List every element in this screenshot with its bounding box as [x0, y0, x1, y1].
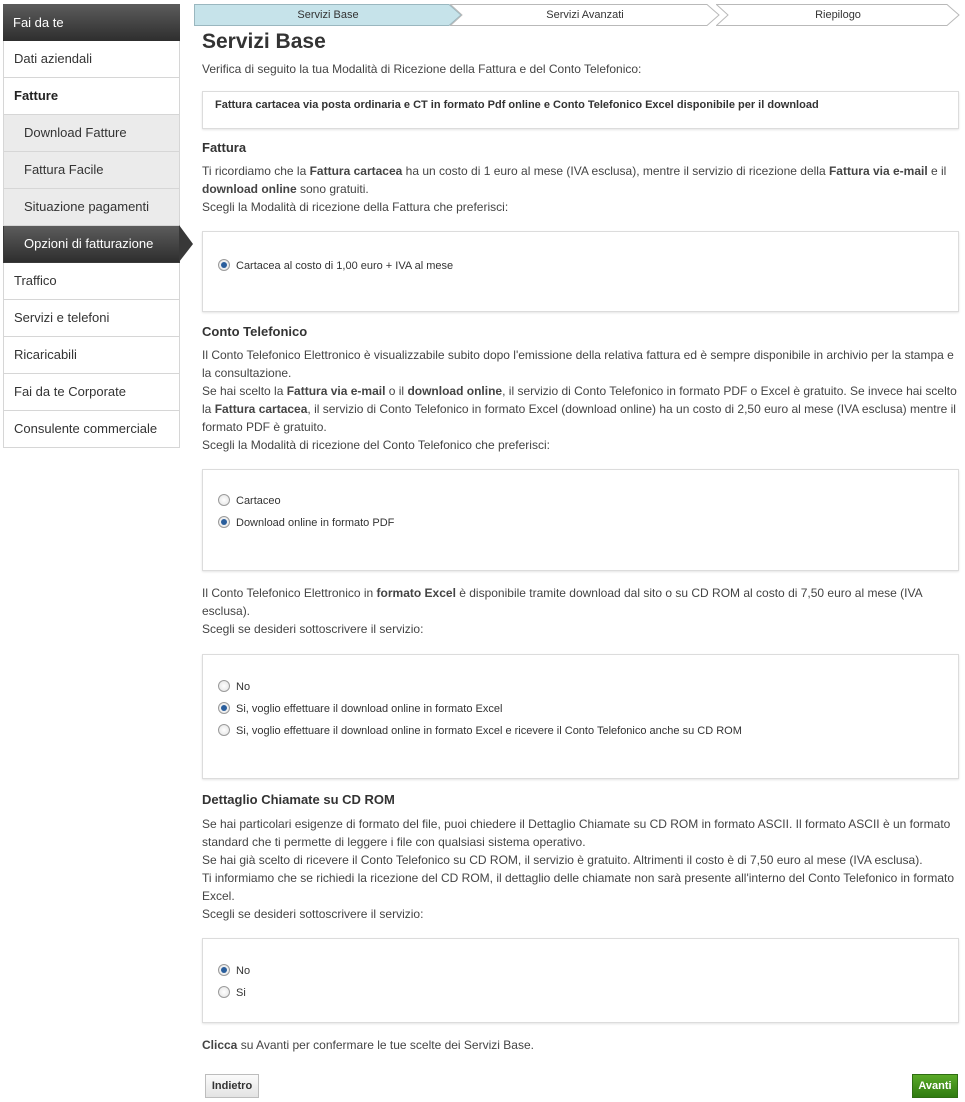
section-title-conto-telefonico: Conto Telefonico [202, 324, 308, 339]
main-content [202, 28, 958, 1068]
radio-option-cartaceo[interactable] [218, 493, 281, 509]
page-title: Servizi Base [202, 30, 326, 53]
step-label: Servizi Avanzati [546, 9, 624, 21]
radio-label: Si [236, 987, 246, 1000]
radio-option-excel-no[interactable] [218, 679, 250, 695]
conto-options-box [202, 469, 959, 571]
next-button[interactable]: Avanti [912, 1074, 958, 1098]
radio-option-excel-download[interactable] [218, 701, 502, 717]
sidebar-item-ricaricabili[interactable]: Ricaricabili [3, 337, 180, 374]
dettaglio-description-1: Se hai particolari esigenze di formato del file, puoi chiedere il Dettaglio Chiamate su CD ROM in formato ASCII. Il formato ASCII è un formato standard che ti permette di leggere i file con qualsiasi sistema operativo. [202, 817, 951, 849]
sidebar-item-situazione-pagamenti[interactable]: Situazione pagamenti [3, 189, 180, 226]
sidebar-header[interactable]: Fai da te [3, 4, 180, 41]
text-bold: Fattura cartacea [309, 164, 403, 178]
text-bold: formato Excel [376, 586, 456, 600]
radio-option-dettaglio-no[interactable] [218, 963, 250, 979]
conto-description-2 [202, 382, 959, 436]
excel-options-box [202, 654, 959, 779]
radio-option-excel-download-cdrom[interactable] [218, 723, 742, 739]
excel-description [202, 584, 959, 620]
sidebar-item-servizi-telefoni[interactable]: Servizi e telefoni [3, 300, 180, 337]
summary-text: Fattura cartacea via posta ordinaria e CT in formato Pdf online e Conto Telefonico Excel disponibile per il download [215, 99, 819, 111]
radio-button[interactable] [218, 702, 230, 714]
sidebar-item-consulente-commerciale[interactable]: Consulente commerciale [3, 411, 180, 448]
sidebar-item-traffico[interactable]: Traffico [3, 263, 180, 300]
confirm-text [202, 1036, 959, 1054]
radio-label: Si, voglio effettuare il download online in formato Excel [236, 703, 503, 716]
fattura-options-box [202, 231, 959, 312]
text: o il [385, 384, 408, 398]
step-servizi-avanzati [450, 4, 720, 26]
sidebar-item-fattura-facile[interactable]: Fattura Facile [3, 152, 180, 189]
radio-label: No [236, 681, 251, 694]
text-bold: Fattura via e-mail [286, 384, 386, 398]
step-label: Servizi Base [297, 9, 359, 21]
text-bold: download online [407, 384, 503, 398]
radio-button[interactable] [218, 986, 230, 998]
text-bold: Fattura via e-mail [828, 164, 928, 178]
text: Se hai scelto la [202, 384, 287, 398]
section-title-dettaglio-chiamate: Dettaglio Chiamate su CD ROM [202, 792, 395, 807]
intro-text: Verifica di seguito la tua Modalità di Ricezione della Fattura e del Conto Telefonico: [202, 62, 642, 76]
text: sono gratuiti. [296, 182, 369, 196]
dettaglio-options-box [202, 938, 959, 1023]
text-bold: Fattura cartacea [214, 402, 308, 416]
radio-button[interactable] [218, 259, 230, 271]
conto-prompt: Scegli la Modalità di ricezione del Conto Telefonico che preferisci: [202, 438, 550, 452]
conto-description-1: Il Conto Telefonico Elettronico è visualizzabile subito dopo l'emissione della relativa fattura ed è sempre disponibile in archivio per la stampa e la consultazione. [202, 348, 954, 380]
sidebar-item-fai-da-te-corporate[interactable]: Fai da te Corporate [3, 374, 180, 411]
radio-button[interactable] [218, 680, 230, 692]
text: ha un costo di 1 euro al mese (IVA esclusa), mentre il servizio di ricezione della [402, 164, 829, 178]
section-title-fattura: Fattura [202, 140, 247, 155]
radio-button[interactable] [218, 494, 230, 506]
step-riepilogo [716, 4, 960, 26]
back-button[interactable]: Indietro [205, 1074, 259, 1098]
sidebar-item-download-fatture[interactable]: Download Fatture [3, 115, 180, 152]
step-servizi-base [194, 4, 462, 26]
dettaglio-prompt: Scegli se desideri sottoscrivere il servizio: [202, 907, 424, 921]
radio-label: Si, voglio effettuare il download online in formato Excel e ricevere il Conto Telefonico anche su CD ROM [236, 725, 742, 738]
excel-prompt: Scegli se desideri sottoscrivere il servizio: [202, 622, 424, 636]
radio-label: No [236, 965, 251, 978]
fattura-description [202, 162, 959, 198]
radio-option-download-pdf[interactable] [218, 515, 394, 531]
text: è disponibile tramite download dal sito o su CD ROM al costo di 7,50 euro al mese (IVA esclusa). [202, 586, 922, 618]
text: , il servizio di Conto Telefonico in formato Excel (download online) ha un costo di 2,50 euro al mese (IVA esclusa) mentre il formato PDF è gratuito. [202, 402, 956, 434]
wizard-steps [194, 4, 960, 26]
text: Ti ricordiamo che la [202, 164, 310, 178]
sidebar-nav [3, 4, 180, 448]
sidebar-item-opzioni-fatturazione[interactable]: Opzioni di fatturazione [3, 226, 180, 263]
sidebar-item-fatture[interactable]: Fatture [3, 78, 180, 115]
text-bold: download online [202, 182, 297, 196]
radio-button[interactable] [218, 516, 230, 528]
radio-label: Download online in formato PDF [236, 517, 395, 530]
step-label: Riepilogo [815, 9, 861, 21]
radio-button[interactable] [218, 964, 230, 976]
radio-button[interactable] [218, 724, 230, 736]
radio-label: Cartaceo [236, 495, 281, 508]
text: Il Conto Telefonico Elettronico in [202, 586, 377, 600]
fattura-prompt: Scegli la Modalità di ricezione della Fattura che preferisci: [202, 200, 509, 214]
sidebar-item-dati-aziendali[interactable]: Dati aziendali [3, 41, 180, 78]
dettaglio-description-3: Ti informiamo che se richiedi la ricezione del CD ROM, il dettaglio delle chiamate non sarà presente all'interno del Conto Telefonico in formato Excel. [202, 871, 954, 903]
text-bold: Clicca [202, 1038, 238, 1052]
radio-label: Cartacea al costo di 1,00 euro + IVA al mese [236, 260, 454, 273]
text: , il servizio di Conto Telefonico in formato PDF o Excel è gratuito. Se invece hai scelto la [202, 384, 957, 416]
radio-option-dettaglio-si[interactable] [218, 985, 246, 1001]
text: e il [927, 164, 947, 178]
summary-box [202, 91, 959, 129]
radio-option-fattura-cartacea[interactable] [218, 258, 453, 274]
text: su Avanti per confermare le tue scelte dei Servizi Base. [237, 1038, 534, 1052]
dettaglio-description-2: Se hai già scelto di ricevere il Conto Telefonico su CD ROM, il servizio è gratuito. Altrimenti il costo è di 7,50 euro al mese (IVA esclusa). [202, 853, 923, 867]
